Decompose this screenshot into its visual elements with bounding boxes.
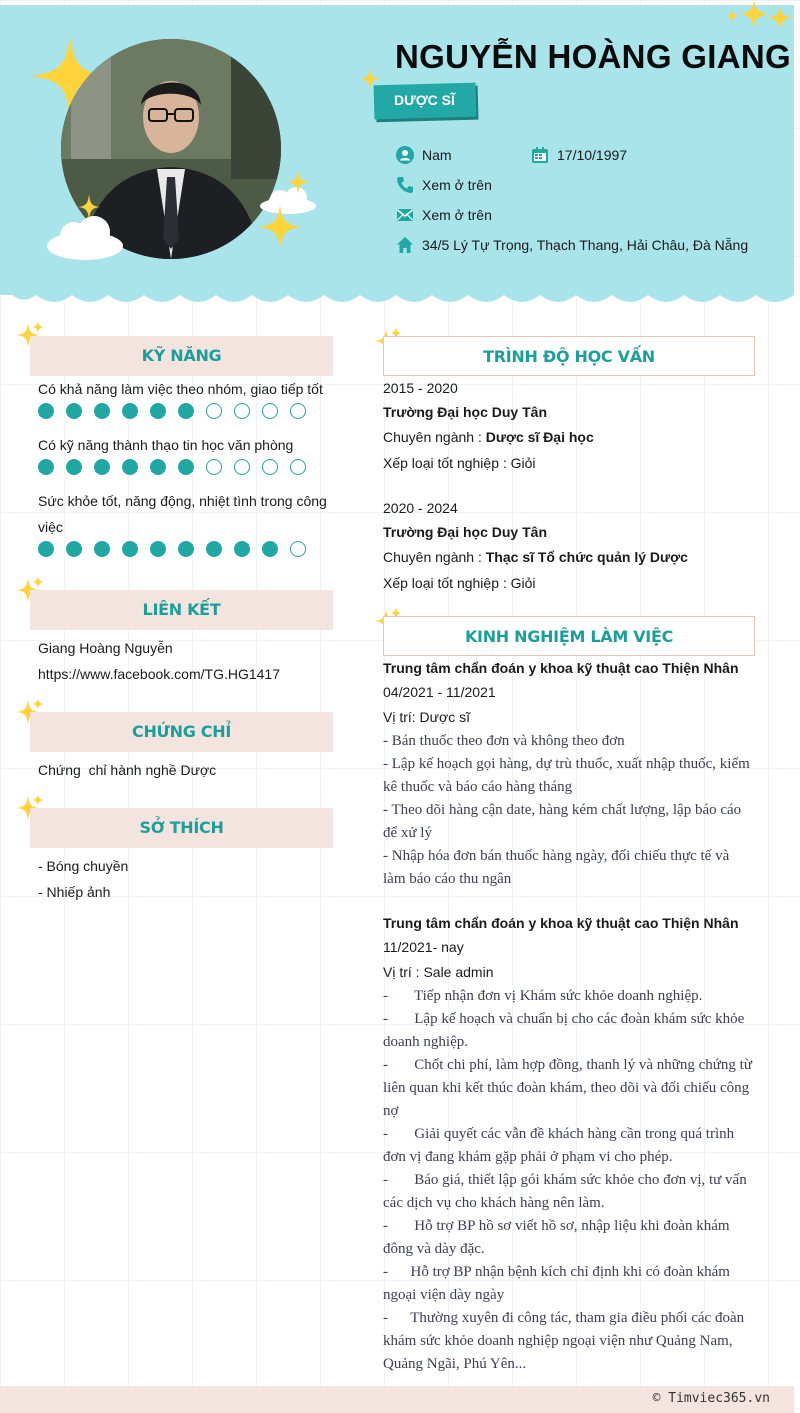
role-badge (374, 84, 476, 118)
skill-dot-empty (234, 403, 250, 419)
skill-dot-filled (94, 459, 110, 475)
header-wave-edge (0, 281, 794, 309)
skill-dot-filled (38, 403, 54, 419)
skill-dot-filled (234, 541, 250, 557)
sparkle-icon (258, 205, 302, 249)
skill-dot-empty (234, 459, 250, 475)
duty-item: - Thường xuyên đi công tác, tham gia điều phối các đoàn khám sức khỏe doanh nghiệp ngoại viện như Quảng Nam, Quảng Ngãi, Phú Yên... (383, 1310, 748, 1372)
skill-dot-filled (206, 541, 222, 557)
sparkle-icon (722, 0, 794, 36)
duty-item: - Lập kế hoạch và chuẩn bị cho các đoàn khám sức khỏe doanh nghiệp. (383, 1011, 749, 1050)
experience-duties (383, 985, 755, 1376)
email-row (396, 206, 492, 224)
skill-dot-filled (150, 403, 166, 419)
hobbies-heading: SỞ THÍCH (139, 818, 224, 837)
phone-icon (396, 176, 414, 194)
skill-dot-empty (206, 403, 222, 419)
skill-dot-filled (262, 541, 278, 557)
home-icon (396, 236, 414, 254)
skill-label: Có khả năng làm việc theo nhóm, giao tiếp tốt (38, 381, 323, 397)
links-heading: LIÊN KẾT (142, 600, 221, 619)
education-period: 2015 - 2020 (383, 380, 458, 396)
major-value: Thạc sĩ Tổ chức quản lý Dược (485, 549, 688, 565)
phone-value: Xem ở trên (422, 177, 492, 193)
mail-icon (396, 206, 414, 224)
skill-dot-empty (290, 459, 306, 475)
education-school: Trường Đại học Duy Tân (383, 404, 547, 420)
birthdate-value: 17/10/1997 (557, 147, 628, 163)
skill-dot-empty (290, 541, 306, 557)
duty-item: - Giải quyết các vẫn đề khách hàng cần trong quá trình đơn vị đang khám gặp phải ở phạm vi cho phép. (383, 1126, 738, 1165)
skills-heading-bar (30, 336, 333, 376)
skill-dot-filled (150, 541, 166, 557)
footer-bar (0, 1386, 794, 1413)
sparkle-icon (286, 170, 310, 194)
skill-dot-filled (66, 403, 82, 419)
skill-rating (38, 403, 318, 419)
education-school: Trường Đại học Duy Tân (383, 524, 547, 540)
education-grade: Xếp loại tốt nghiệp : Giỏi (383, 455, 536, 471)
duty-item: - Nhập hóa đơn bán thuốc hàng ngày, đối chiếu thực tế và làm báo cáo thu ngân (383, 848, 733, 887)
education-major-row (383, 549, 688, 565)
experience-position: Vị trí: Dược sĩ (383, 709, 471, 725)
major-label: Chuyên ngành : (383, 549, 486, 565)
skill-dot-filled (122, 541, 138, 557)
sparkle-icon (78, 194, 100, 220)
skill-dot-filled (178, 403, 194, 419)
skill-rating (38, 459, 318, 475)
experience-heading-bar (383, 616, 755, 656)
experience-company: Trung tâm chẩn đoán y khoa kỹ thuật cao Thiện Nhân (383, 915, 739, 931)
birthdate-row (531, 146, 627, 164)
skill-dot-filled (150, 459, 166, 475)
skills-heading: KỸ NĂNG (141, 346, 222, 365)
certificate-item: Chứng chỉ hành nghề Dược (38, 762, 217, 778)
skill-dot-empty (262, 459, 278, 475)
hobbies-heading-bar (30, 808, 333, 848)
education-grade: Xếp loại tốt nghiệp : Giỏi (383, 575, 536, 591)
education-major-row (383, 429, 594, 445)
major-value: Dược sĩ Đại học (485, 429, 594, 445)
duty-item: - Hỗ trợ BP nhận bệnh kích chỉ định khi có đoàn khám ngoại viện dày ngày (383, 1264, 734, 1303)
skill-dot-filled (178, 459, 194, 475)
education-heading-bar (383, 336, 755, 376)
duty-item: - Tiếp nhận đơn vị Khám sức khỏe doanh nghiệp. (383, 988, 703, 1004)
skill-rating (38, 541, 318, 557)
skill-dot-filled (38, 541, 54, 557)
hobby-item: - Bóng chuyền (38, 858, 129, 874)
skill-dot-filled (178, 541, 194, 557)
footer-credit: © Timviec365.vn (652, 1391, 770, 1406)
role-label: DƯỢC SĨ (394, 92, 455, 108)
email-value: Xem ở trên (422, 207, 492, 223)
address-value: 34/5 Lý Tự Trọng, Thạch Thang, Hải Châu, Đà Nẵng (422, 237, 749, 253)
skill-dot-empty (206, 459, 222, 475)
skill-dot-filled (66, 541, 82, 557)
link-item[interactable]: https://www.facebook.com/TG.HG1417 (38, 666, 280, 682)
experience-duties (383, 730, 755, 891)
calendar-icon (531, 146, 549, 164)
skill-label: Sức khỏe tốt, năng động, nhiệt tình trong công việc (38, 493, 327, 535)
link-item: Giang Hoàng Nguyễn (38, 640, 173, 656)
duty-item: - Báo giá, thiết lập gói khám sức khỏe cho đơn vị, tư vấn các dịch vụ cho khách hàng nên làm. (383, 1172, 751, 1211)
address-row (396, 236, 748, 254)
experience-period: 11/2021- nay (383, 939, 464, 955)
gender-value: Nam (422, 147, 452, 163)
user-icon (396, 146, 414, 164)
phone-row (396, 176, 492, 194)
skill-dot-filled (66, 459, 82, 475)
skill-dot-filled (122, 459, 138, 475)
experience-company: Trung tâm chẩn đoán y khoa kỹ thuật cao Thiện Nhân (383, 660, 739, 676)
experience-period: 04/2021 - 11/2021 (383, 684, 496, 700)
certificates-heading-bar (30, 712, 333, 752)
skill-dot-filled (38, 459, 54, 475)
skill-label: Có kỹ năng thành thạo tin học văn phòng (38, 437, 294, 453)
major-label: Chuyên ngành : (383, 429, 486, 445)
experience-position: Vị trí : Sale admin (383, 964, 494, 980)
duty-item: - Bán thuốc theo đơn và không theo đơn (383, 733, 625, 749)
education-heading: TRÌNH ĐỘ HỌC VẤN (483, 347, 655, 366)
duty-item: - Theo dõi hàng cận date, hàng kém chất lượng, lập báo cáo để xử lý (383, 802, 745, 841)
experience-heading: KINH NGHIỆM LÀM VIỆC (464, 627, 674, 646)
duty-item: - Hỗ trợ BP hồ sơ viết hồ sơ, nhập liệu khi đoàn khám đông và dày đặc. (383, 1218, 734, 1257)
duty-item: - Lập kế hoạch gọi hàng, dự trù thuốc, xuất nhập thuốc, kiểm kê thuốc và báo cáo hàng tháng (383, 756, 754, 795)
skill-dot-empty (262, 403, 278, 419)
hobby-item: - Nhiếp ảnh (38, 884, 111, 900)
gender-row (396, 146, 452, 164)
duty-item: - Chốt chi phí, làm hợp đồng, thanh lý và những chứng từ liên quan khi kết thúc đoàn khám, theo dõi và đối chiếu công nợ (383, 1057, 756, 1119)
candidate-name: NGUYỄN HOÀNG GIANG (395, 38, 791, 75)
skill-dot-empty (290, 403, 306, 419)
links-heading-bar (30, 590, 333, 630)
certificates-heading: CHỨNG CHỈ (132, 722, 231, 741)
skill-dot-filled (94, 403, 110, 419)
education-period: 2020 - 2024 (383, 500, 458, 516)
skill-dot-filled (94, 541, 110, 557)
skill-dot-filled (122, 403, 138, 419)
